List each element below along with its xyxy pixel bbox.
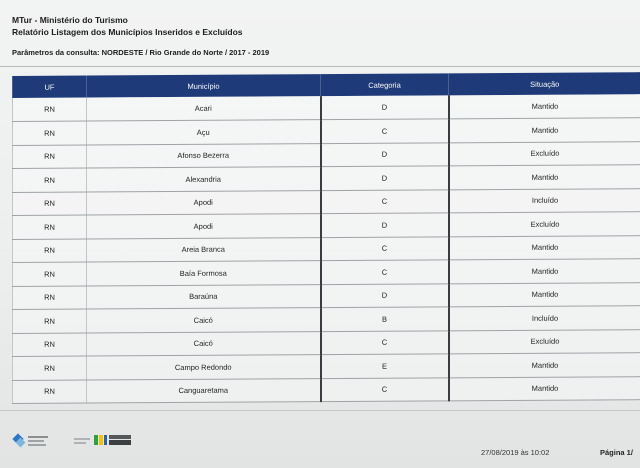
report-title: Relatório Listagem dos Municípios Inseridos e Excluídos xyxy=(12,27,243,37)
municipio-cell: Apodi xyxy=(87,214,321,239)
column-header-categoria: Categoria xyxy=(321,73,449,96)
municipality-table-wrap xyxy=(12,72,640,404)
table-body xyxy=(13,94,640,403)
situacao-cell: Mantido xyxy=(449,282,640,307)
uf-cell: RN xyxy=(13,98,87,122)
uf-cell: RN xyxy=(13,262,87,286)
categoria-cell: D xyxy=(321,142,449,166)
query-parameters: Parâmetros da consulta: NORDESTE / Rio Grande do Norte / 2017 - 2019 xyxy=(12,48,270,57)
footer-divider xyxy=(0,410,640,411)
situacao-cell: Incluído xyxy=(449,188,640,213)
generated-datetime: 27/08/2019 às 10:02 xyxy=(481,448,550,457)
municipio-cell: Areia Branca xyxy=(87,237,321,262)
page-indicator: Página 1/ xyxy=(600,448,633,457)
categoria-cell: D xyxy=(321,213,449,237)
uf-cell: RN xyxy=(13,168,87,192)
situacao-cell: Excluído xyxy=(449,212,640,237)
municipio-cell: Canguaretama xyxy=(87,378,321,403)
organization-name: MTur - Ministério do Turismo xyxy=(12,15,128,25)
categoria-cell: C xyxy=(321,330,449,354)
categoria-cell: D xyxy=(321,283,449,307)
municipio-cell: Caicó xyxy=(87,331,321,356)
municipio-cell: Acari xyxy=(87,96,321,121)
uf-cell: RN xyxy=(13,192,87,216)
categoria-cell: C xyxy=(321,260,449,284)
situacao-cell: Mantido xyxy=(449,259,640,284)
header-divider xyxy=(0,66,640,67)
situacao-cell: Incluído xyxy=(449,306,640,331)
column-header-municipio: Município xyxy=(87,74,321,97)
uf-cell: RN xyxy=(13,309,87,333)
municipality-table xyxy=(12,72,640,404)
categoria-cell: D xyxy=(321,166,449,190)
municipio-cell: Baía Formosa xyxy=(87,261,321,286)
categoria-cell: D xyxy=(321,95,449,119)
categoria-cell: C xyxy=(321,377,449,401)
situacao-cell: Mantido xyxy=(449,376,640,401)
categoria-cell: C xyxy=(321,119,449,143)
municipio-cell: Afonso Bezerra xyxy=(87,143,321,168)
situacao-cell: Mantido xyxy=(449,235,640,260)
uf-cell: RN xyxy=(13,239,87,263)
table-row xyxy=(13,376,640,403)
categoria-cell: C xyxy=(321,189,449,213)
governo-federal-brasil-logo xyxy=(74,432,134,448)
uf-cell: RN xyxy=(13,356,87,380)
municipio-cell: Açu xyxy=(87,120,321,145)
situacao-cell: Excluído xyxy=(449,329,640,354)
municipio-cell: Apodi xyxy=(87,190,321,215)
uf-cell: RN xyxy=(13,121,87,145)
categoria-cell: C xyxy=(321,236,449,260)
column-header-situacao: Situação xyxy=(449,72,640,95)
uf-cell: RN xyxy=(13,145,87,169)
column-header-uf: UF xyxy=(13,76,87,98)
situacao-cell: Mantido xyxy=(449,165,640,190)
municipio-cell: Baraúna xyxy=(87,284,321,309)
ministerio-do-turismo-logo xyxy=(12,430,52,452)
uf-cell: RN xyxy=(13,215,87,239)
municipio-cell: Caicó xyxy=(87,308,321,333)
categoria-cell: B xyxy=(321,307,449,331)
situacao-cell: Mantido xyxy=(449,94,640,119)
situacao-cell: Mantido xyxy=(449,353,640,378)
municipio-cell: Alexandria xyxy=(87,167,321,192)
categoria-cell: E xyxy=(321,354,449,378)
uf-cell: RN xyxy=(13,380,87,404)
report-header xyxy=(12,14,243,38)
uf-cell: RN xyxy=(13,333,87,357)
situacao-cell: Mantido xyxy=(449,118,640,143)
situacao-cell: Excluído xyxy=(449,141,640,166)
uf-cell: RN xyxy=(13,286,87,310)
municipio-cell: Campo Redondo xyxy=(87,355,321,380)
